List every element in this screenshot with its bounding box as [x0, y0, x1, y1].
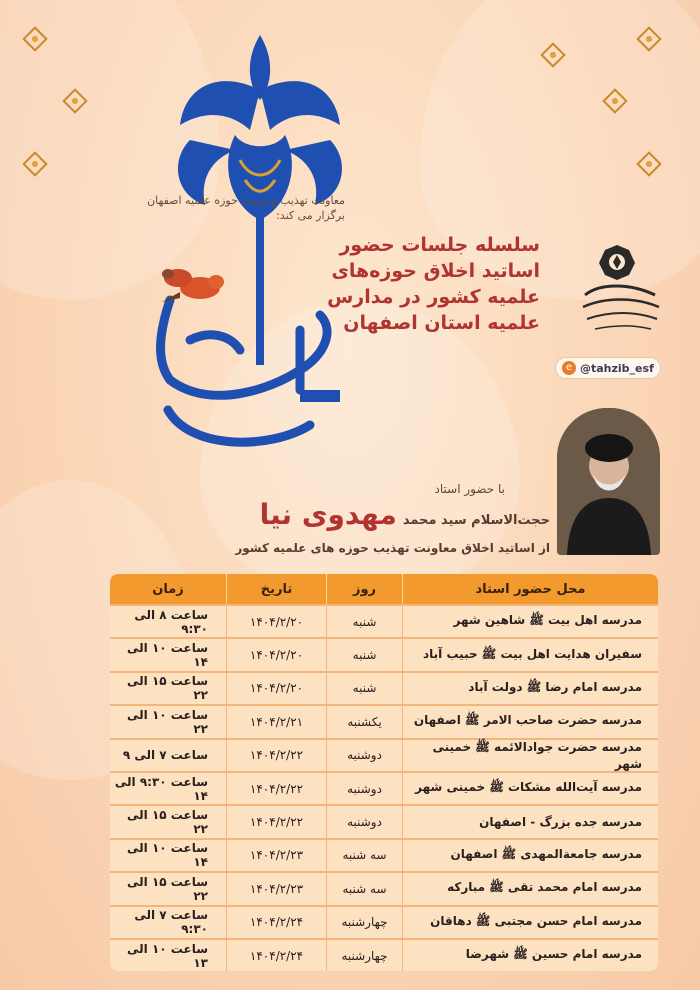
cell-time: ساعت ۹:۳۰ الی ۱۴ [114, 774, 208, 803]
cell-time: ساعت ۷ الی ۹:۳۰ [134, 908, 208, 937]
title-line: علمیه کشور در مدارس [327, 286, 540, 308]
cell-place: مدرسه حضرت صاحب الامر ﷺ اصفهان [402, 706, 658, 737]
cell-day: شنبه [326, 639, 402, 670]
cell-place: سفیران هدایت اهل بیت ﷺ حبیب آباد [402, 639, 658, 670]
cell-place: مدرسه امام محمد تقی ﷺ مبارکه [402, 873, 658, 904]
table-row [110, 938, 658, 971]
table-row [110, 704, 658, 737]
cell-time: ساعت ۱۰ الی ۱۴ [127, 841, 208, 870]
title-line: سلسله جلسات حضور [339, 234, 540, 256]
cell-date: ۱۴۰۴/۲/۲۱ [226, 706, 326, 737]
header-day: روز [326, 574, 402, 604]
title-line: اساتید اخلاق حوزه‌های [331, 260, 540, 282]
cell-day: شنبه [326, 606, 402, 637]
cell-place: مدرسه جامعةالمهدی ﷺ اصفهان [402, 840, 658, 871]
table-header [110, 574, 658, 604]
table-row [110, 671, 658, 704]
cell-time: ساعت ۱۵ الی ۲۲ [127, 874, 208, 903]
speaker-description: از اساتید اخلاق معاونت تهذیب حوزه های علمیه کشور [235, 541, 550, 555]
cell-date: ۱۴۰۴/۲/۲۲ [226, 773, 326, 804]
table-row [110, 838, 658, 871]
organization-logo [575, 245, 665, 335]
organizer-text: معاونت تهذیب و تربیت حوزه علمیه اصفهان برگزار می کند: [147, 194, 345, 222]
event-title [300, 232, 540, 336]
title-line: علمیه استان اصفهان [343, 312, 540, 334]
header-time: زمان [152, 581, 184, 597]
cell-date: ۱۴۰۴/۲/۲۰ [226, 639, 326, 670]
cell-day: سه شنبه [326, 840, 402, 871]
eitaa-icon: e [562, 361, 576, 375]
cell-time: ساعت ۸ الی ۹:۳۰ [134, 607, 208, 636]
header-date: تاریخ [226, 574, 326, 604]
cell-date: ۱۴۰۴/۲/۲۴ [226, 940, 326, 971]
speaker-title: حجت‌الاسلام سید محمد [402, 513, 550, 528]
speaker-name: مهدوی نیا [259, 498, 397, 531]
cell-date: ۱۴۰۴/۲/۲۴ [226, 907, 326, 938]
cell-place: مدرسه آیت‌الله مشکات ﷺ خمینی شهر [402, 773, 658, 804]
cell-date: ۱۴۰۴/۲/۲۲ [226, 806, 326, 837]
schedule-table [110, 574, 658, 971]
table-row [110, 604, 658, 637]
table-body [110, 604, 658, 971]
speaker-line [260, 498, 550, 531]
cell-date: ۱۴۰۴/۲/۲۰ [226, 606, 326, 637]
table-row [110, 738, 658, 771]
cell-day: دوشنبه [326, 740, 402, 771]
cell-time: ساعت ۷ الی ۹ [122, 748, 208, 763]
header-place: محل حضور استاد [402, 574, 658, 604]
cell-day: چهارشنبه [326, 907, 402, 938]
cell-place: مدرسه امام حسین ﷺ شهرضا [402, 940, 658, 971]
social-handle-badge[interactable] [555, 357, 661, 379]
cell-place: مدرسه جده بزرگ - اصفهان [402, 806, 658, 837]
cell-day: شنبه [326, 673, 402, 704]
cell-date: ۱۴۰۴/۲/۲۳ [226, 840, 326, 871]
cell-time: ساعت ۱۵ الی ۲۲ [127, 808, 208, 837]
table-row [110, 637, 658, 670]
cell-time: ساعت ۱۰ الی ۱۳ [127, 941, 208, 970]
cell-time: ساعت ۱۰ الی ۱۴ [127, 641, 208, 670]
cell-time: ساعت ۱۰ الی ۲۲ [127, 707, 208, 736]
presence-label: با حضور استاد [434, 482, 505, 496]
cell-time: ساعت ۱۵ الی ۲۲ [127, 674, 208, 703]
cell-place: مدرسه حضرت جوادالائمه ﷺ خمینی شهر [402, 740, 658, 771]
cell-day: سه شنبه [326, 873, 402, 904]
cell-day: دوشنبه [326, 806, 402, 837]
table-row [110, 905, 658, 938]
table-row [110, 771, 658, 804]
cell-day: چهارشنبه [326, 940, 402, 971]
speaker-photo [557, 408, 660, 555]
cell-place: مدرسه امام حسن مجتبی ﷺ دهاقان [402, 907, 658, 938]
social-handle: @tahzib_esf [580, 361, 654, 375]
table-row [110, 804, 658, 837]
cell-place: مدرسه امام رضا ﷺ دولت آباد [402, 673, 658, 704]
cell-day: یکشنبه [326, 706, 402, 737]
cell-day: دوشنبه [326, 773, 402, 804]
cell-date: ۱۴۰۴/۲/۲۳ [226, 873, 326, 904]
cell-date: ۱۴۰۴/۲/۲۰ [226, 673, 326, 704]
table-row [110, 871, 658, 904]
cell-place: مدرسه اهل بیت ﷺ شاهین شهر [402, 606, 658, 637]
cell-date: ۱۴۰۴/۲/۲۲ [226, 740, 326, 771]
